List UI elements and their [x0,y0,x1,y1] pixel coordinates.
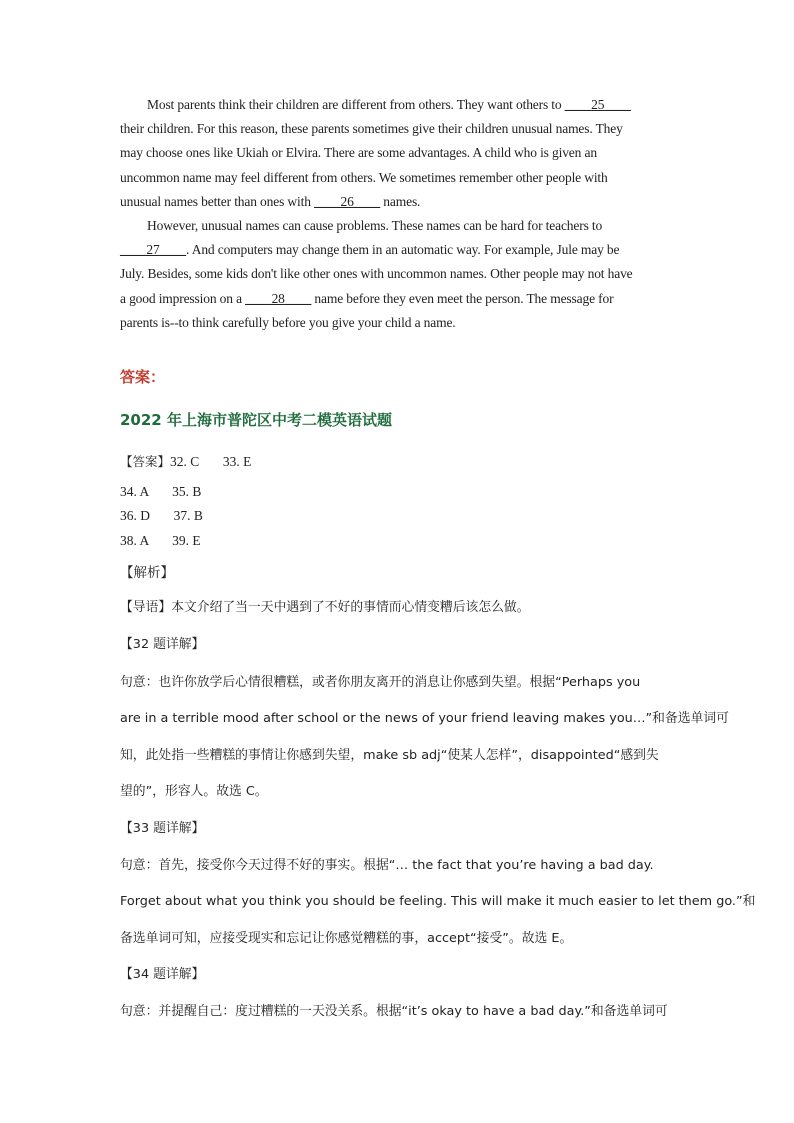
passage-text: . And computers may change them in an automatic way. For example, Jule may be [186,242,620,258]
q32-line: are in a terrible mood after school or the news of your friend leaving makes you…”和备选单词可 [120,711,729,726]
answer-item: 33. E [222,454,252,469]
guide-text: 【导语】本文介绍了当一天中遇到了不好的事情而心情变糟后该怎么做。 [120,600,530,615]
q33-line: Forget about what you think you should be feeling. This will make it much easier to let them go.”和 [120,894,756,909]
blank-28: ____28____ [245,290,312,306]
cloze-passage [120,93,668,335]
q32-line: 句意：也许你放学后心情很糟糕，或者你朋友离开的消息让你感到失望。根据“Perhaps you [120,675,641,690]
blank-27: ____27____ [120,242,187,258]
passage-paragraph-2 [120,214,668,335]
passage-text: uncommon name may feel different from others. We sometimes remember other people with [120,169,608,185]
passage-text: name before they even meet the person. The message for [311,290,614,306]
answer-item: 37. B [173,508,203,523]
q33-title: 【33 题详解】 [120,821,205,836]
passage-paragraph-1 [120,93,668,214]
passage-text: names. [380,193,421,209]
q34-title: 【34 题详解】 [120,967,205,982]
blank-26: ____26____ [314,193,381,209]
answer-item: 39. E [172,533,201,548]
analysis-label: 【解析】 [120,565,174,581]
answer-item: 36. D [120,508,150,523]
q32-line: 望的”，形容人。故选 C。 [120,784,268,799]
passage-text: unusual names better than ones with [120,193,315,209]
q34-line: 句意：并提醒自己：度过糟糕的一天没关系。根据“it’s okay to have a bad day.”和备选单词可 [120,1004,668,1019]
answer-item: 34. A [120,484,149,499]
passage-text: a good impression on a [120,290,246,306]
answer-row [120,452,251,470]
answer-label: 【答案】 [120,454,171,469]
answer-row [120,508,203,524]
q33-line: 备选单词可知，应接受现实和忘记让你感觉糟糕的事，accept“接受”。故选 E。 [120,931,573,946]
passage-text: parents is--to think carefully before you give your child a name. [120,314,456,330]
answers-heading: 答案： [120,368,166,386]
exam-title: 2022 年上海市普陀区中考二模英语试题 [120,411,392,429]
answer-row [120,484,201,500]
answer-item: 35. B [172,484,202,499]
q32-line: 知，此处指一些糟糕的事情让你感到失望，make sb adj“使某人怎样”，disappointed“感到失 [120,748,659,763]
q33-line: 句意：首先，接受你今天过得不好的事实。根据“… the fact that you’re having a bad day. [120,858,654,873]
blank-25: ____25____ [564,97,631,112]
passage-text: However, unusual names can cause problems. These names can be hard for teachers to [147,218,603,234]
q32-title: 【32 题详解】 [120,637,205,652]
answer-row [120,533,201,549]
answer-item: 32. C [170,454,200,469]
passage-text: July. Besides, some kids don't like other ones with uncommon names. Other people may not have [120,266,633,282]
passage-text: Most parents think their children are different from others. They want others to [147,97,565,112]
passage-text: may choose ones like Ukiah or Elvira. There are some advantages. A child who is given an [120,145,597,161]
answer-item: 38. A [120,533,149,548]
passage-text: their children. For this reason, these parents sometimes give their children unusual names. They [120,121,623,137]
